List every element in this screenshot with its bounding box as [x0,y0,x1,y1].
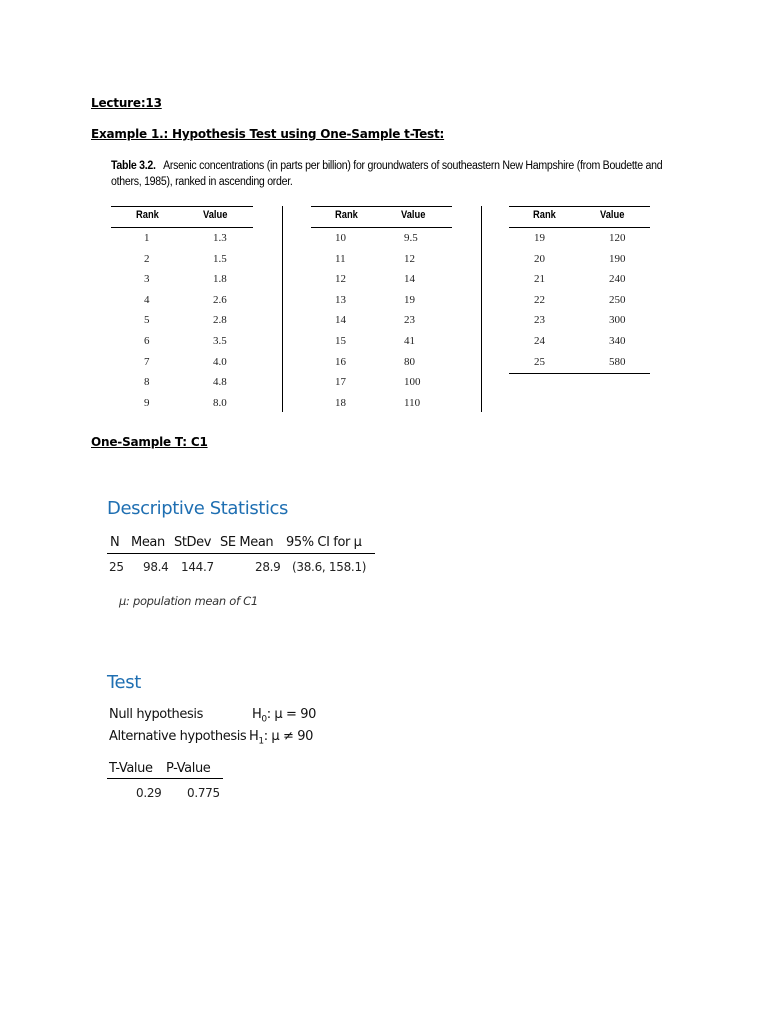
table-cell-rank: 23 [534,314,545,327]
descriptive-stats-title: Descriptive Statistics [107,498,289,519]
table-cell-value: 580 [609,355,626,368]
table-cell-rank: 3 [144,273,150,286]
alt-hypothesis-label: Alternative hypothesis [109,729,247,744]
test-header-rule [107,778,223,779]
table-cell-rank: 12 [335,273,346,286]
col-header-rank: Rank [136,209,159,221]
table-caption-text: Arsenic concentrations (in parts per billion) for groundwaters of southeastern New Hampshire (from Boudette and others, 1985), ranked in ascending order. [111,160,663,188]
table-caption [111,158,663,190]
col-header-value: Value [600,209,625,221]
table-cell-rank: 19 [534,232,545,244]
table-top-rule [311,206,452,207]
table-cell-value: 19 [404,293,415,306]
desc-value-mean: 98.4 [143,560,169,574]
desc-header-se-mean: SE Mean [220,535,274,550]
col-header-value: Value [401,209,426,221]
table-cell-rank: 13 [335,293,346,306]
desc-header-rule [107,553,375,554]
desc-header-stdev: StDev [174,535,212,550]
table-cell-rank: 6 [144,335,150,347]
table-cell-rank: 7 [144,355,150,368]
table-cell-value: 9.5 [404,232,418,244]
table-cell-value: 4.8 [213,376,227,389]
alt-h: H [249,729,259,744]
col-header-rank: Rank [533,209,556,221]
example-heading: Example 1.: Hypothesis Test using One-Sample t-Test: [91,127,445,141]
table-cell-rank: 11 [335,252,346,265]
null-hypothesis-label: Null hypothesis [109,707,203,722]
table-cell-rank: 4 [144,293,150,306]
table-top-rule [509,206,650,207]
table-cell-rank: 9 [144,396,150,409]
table-cell-value: 80 [404,355,415,368]
test-value-p: 0.775 [187,786,220,800]
table-cell-value: 120 [609,232,626,244]
table-cell-rank: 14 [335,314,346,327]
table-cell-rank: 20 [534,252,545,265]
col-header-value: Value [203,209,228,221]
alt-hypothesis-value [249,729,313,747]
null-h: H [252,707,262,722]
table-header-rule [111,227,253,228]
table-cell-rank: 15 [335,335,346,347]
table-divider [282,206,283,412]
lecture-heading: Lecture:13 [91,96,162,110]
table-cell-rank: 17 [335,376,346,389]
alt-sub: 1 [258,736,264,747]
test-value-t: 0.29 [136,786,162,800]
desc-header-n: N [110,535,120,550]
col-header-rank: Rank [335,209,358,221]
table-cell-value: 110 [404,396,421,409]
table-cell-value: 4.0 [213,355,227,368]
desc-value-se-mean: 28.9 [255,560,281,574]
test-header-p-value: P-Value [166,761,211,776]
table-cell-rank: 8 [144,376,150,389]
table-cell-value: 2.8 [213,314,227,327]
table-divider [481,206,482,412]
desc-header-ci: 95% CI for μ [286,535,362,550]
table-cell-value: 3.5 [213,335,227,347]
null-rest: : μ = 90 [266,707,317,722]
table-cell-value: 8.0 [213,396,227,409]
desc-value-stdev: 144.7 [181,560,214,574]
table-header-rule [509,227,650,228]
table-cell-rank: 22 [534,293,545,306]
table-cell-rank: 18 [335,396,346,409]
table-caption-label: Table 3.2. [111,160,156,172]
table-cell-value: 2.6 [213,293,227,306]
table-cell-rank: 21 [534,273,545,286]
desc-value-n: 25 [109,560,124,574]
table-cell-value: 12 [404,252,415,265]
table-cell-value: 41 [404,335,415,347]
one-sample-heading: One-Sample T: C1 [91,435,208,449]
table-cell-value: 1.8 [213,273,227,286]
table-cell-rank: 5 [144,314,150,327]
desc-header-mean: Mean [131,535,165,550]
table-cell-value: 190 [609,252,626,265]
table-cell-value: 250 [609,293,626,306]
test-header-t-value: T-Value [109,761,153,776]
table-cell-rank: 1 [144,232,150,244]
table-cell-value: 240 [609,273,626,286]
table-cell-value: 300 [609,314,626,327]
table-cell-rank: 2 [144,252,150,265]
table-cell-value: 100 [404,376,421,389]
table-top-rule [111,206,253,207]
null-sub: 0 [261,714,267,725]
null-hypothesis-value [252,707,316,725]
desc-value-ci: (38.6, 158.1) [292,560,367,574]
table-cell-value: 1.5 [213,252,227,265]
table-cell-value: 1.3 [213,232,227,244]
table-cell-rank: 24 [534,335,545,347]
table-cell-value: 340 [609,335,626,347]
table-header-rule [311,227,452,228]
table-cell-rank: 10 [335,232,346,244]
table-cell-rank: 25 [534,355,545,368]
alt-rest: : μ ≠ 90 [263,729,314,744]
table-cell-rank: 16 [335,355,346,368]
table-cell-value: 14 [404,273,415,286]
table-bottom-rule [509,373,650,374]
desc-note: μ: population mean of C1 [119,594,258,608]
table-cell-value: 23 [404,314,415,327]
test-title: Test [107,672,141,693]
